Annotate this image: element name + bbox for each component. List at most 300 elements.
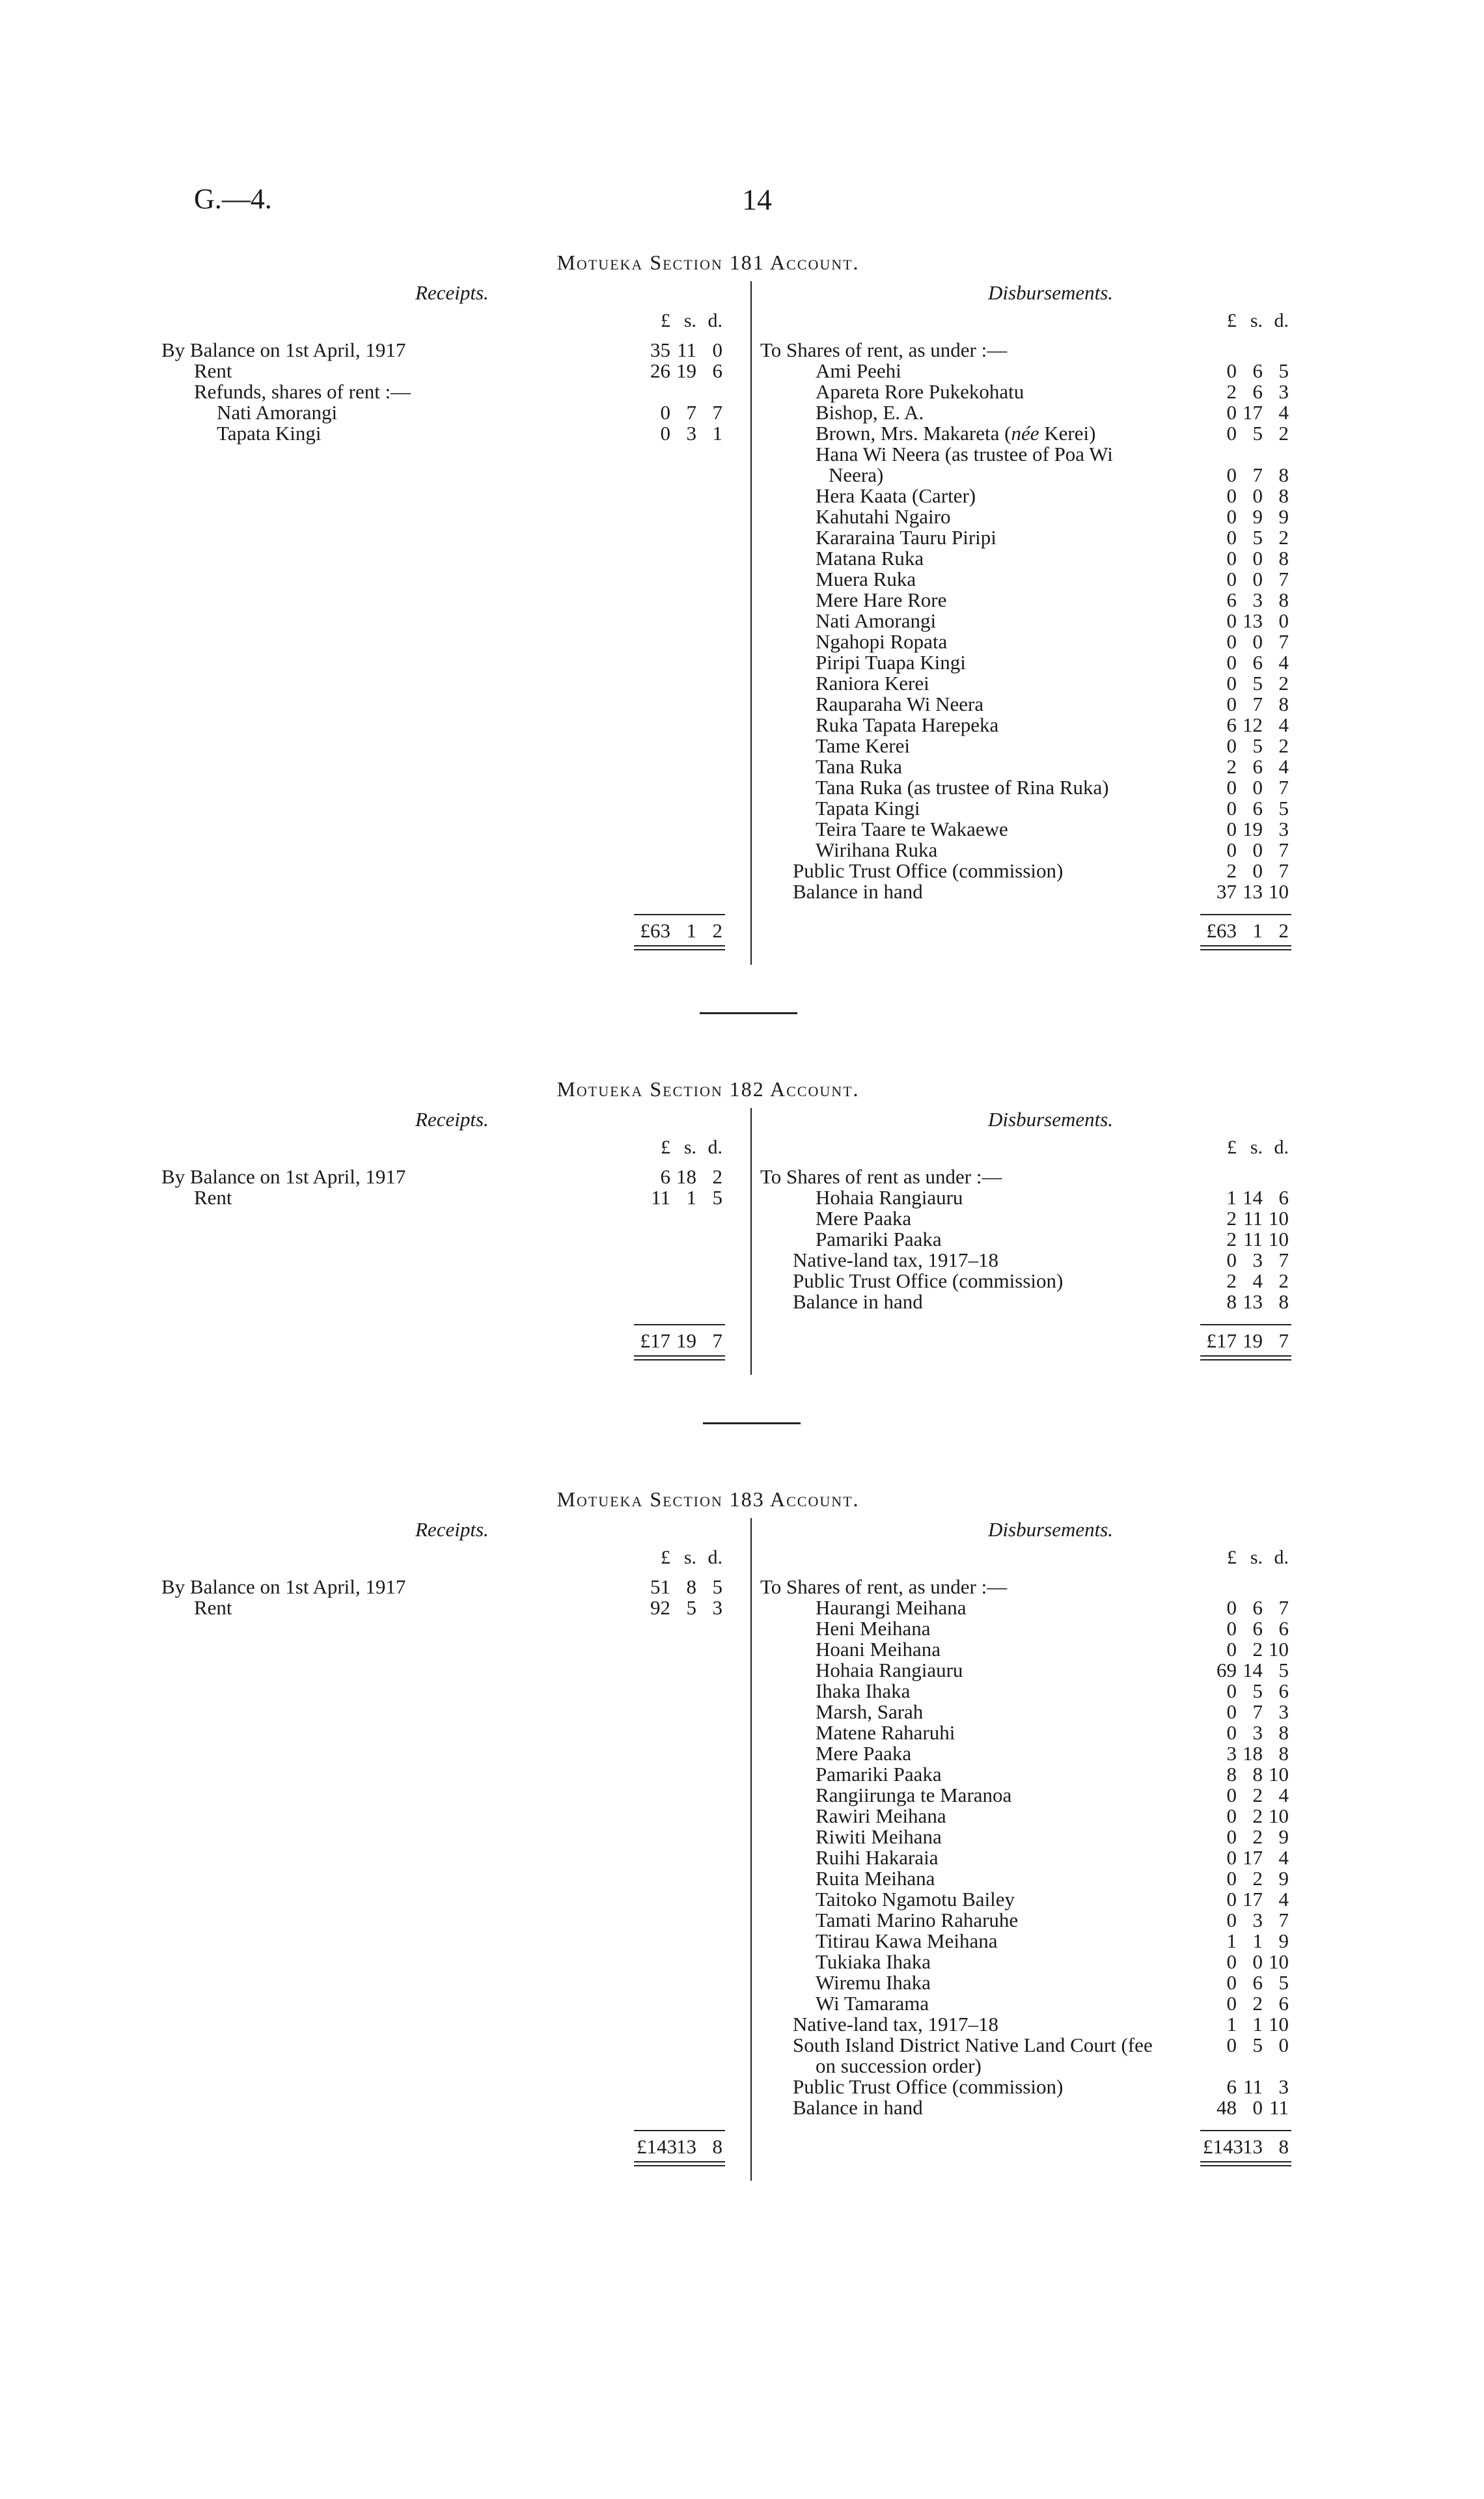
shillings: 3	[1252, 1721, 1263, 1744]
shillings: 13	[676, 2135, 696, 2158]
disbursement-label: Ami Peehi	[816, 359, 901, 382]
amount	[1203, 463, 1289, 487]
amount	[1203, 1867, 1289, 1890]
pence: 5	[712, 1575, 722, 1598]
disbursement-row	[760, 1249, 1346, 1269]
pence: 10	[1269, 1950, 1289, 1973]
pounds: 0	[1226, 359, 1237, 382]
shillings: 17	[1243, 1846, 1263, 1869]
shillings: 13	[1243, 2135, 1263, 2158]
pounds: 26	[650, 359, 670, 382]
pence: 9	[1278, 1929, 1289, 1952]
disbursement-row	[760, 755, 1346, 776]
disbursement-label: Balance in hand	[793, 880, 923, 903]
disbursement-row	[760, 1846, 1346, 1867]
total-rule	[634, 914, 725, 915]
total-double-rule	[1200, 1355, 1291, 1360]
receipts-heading: Receipts.	[415, 281, 489, 304]
shillings: 6	[1252, 380, 1263, 403]
shillings: 12	[1243, 713, 1263, 736]
shillings: 14	[1243, 1659, 1263, 1681]
pounds: 0	[1226, 1638, 1237, 1661]
pence: 10	[1269, 1207, 1289, 1230]
shillings: 8	[686, 1575, 696, 1598]
pence: 0	[1278, 2034, 1289, 2056]
receipt-label: Rent	[194, 1186, 232, 1209]
disbursement-row	[760, 484, 1346, 505]
column-divider	[750, 1518, 752, 2181]
amount	[1203, 1888, 1289, 1911]
amount	[1203, 1721, 1289, 1745]
pence: 3	[1278, 1700, 1289, 1723]
disbursement-row	[760, 880, 1346, 901]
shillings: 0	[1252, 630, 1263, 653]
total-amount	[1203, 1329, 1289, 1353]
pence: 3	[1278, 380, 1289, 403]
shillings: 7	[686, 401, 696, 424]
pence: 7	[1278, 859, 1289, 882]
shillings: 1	[1252, 919, 1263, 942]
disbursement-label: Public Trust Office (commission)	[793, 1269, 1064, 1292]
account-title: Motueka Section 183 Account.	[556, 1487, 860, 1511]
disbursement-row	[760, 1825, 1346, 1846]
pence: 0	[1278, 609, 1289, 632]
disbursement-label: Ngahopi Ropata	[816, 630, 948, 653]
disbursement-label: Haurangi Meihana	[816, 1596, 967, 1619]
shillings: 17	[1243, 1888, 1263, 1911]
unit-label: d.	[708, 1137, 722, 1158]
pounds: 35	[650, 338, 670, 361]
unit-label: d.	[708, 1547, 722, 1568]
disbursement-row	[760, 2075, 1346, 2096]
pence: 7	[712, 1329, 722, 1352]
disbursement-label: Hohaia Rangiauru	[816, 1659, 963, 1681]
receipt-row	[161, 380, 747, 401]
unit-label: s.	[1250, 1547, 1263, 1568]
pounds: 0	[1226, 422, 1237, 445]
pence: 8	[712, 2135, 722, 2158]
pounds: 51	[650, 1575, 670, 1598]
disbursement-label: Kararaina Tauru Piripi	[816, 526, 996, 549]
pounds: 1	[1226, 1186, 1237, 1209]
disbursement-row	[760, 588, 1346, 609]
amount	[1203, 1186, 1289, 1209]
pounds: 6	[660, 1165, 670, 1188]
receipt-row	[161, 1596, 747, 1617]
pence: 8	[1278, 547, 1289, 570]
disbursement-label: Balance in hand	[793, 1290, 923, 1313]
total-rule	[1200, 1324, 1291, 1325]
shillings: 3	[1252, 1909, 1263, 1931]
disbursement-row	[760, 1165, 1346, 1186]
pounds: 8	[1226, 1290, 1237, 1313]
pounds: 0	[1226, 651, 1237, 674]
disbursement-row	[760, 1784, 1346, 1804]
amount	[1203, 1700, 1289, 1724]
amount	[1203, 609, 1289, 633]
total-amount	[637, 919, 722, 943]
disbursement-row	[760, 651, 1346, 672]
amount	[637, 359, 722, 383]
pence: 8	[1278, 463, 1289, 486]
amount	[1203, 422, 1289, 445]
disbursement-label: Bishop, E. A.	[816, 401, 924, 424]
pence: 4	[1278, 401, 1289, 424]
disbursement-label: Riwiti Meihana	[816, 1825, 942, 1848]
pence: 8	[1278, 693, 1289, 715]
disbursement-row	[760, 380, 1346, 401]
disbursement-row	[760, 734, 1346, 755]
unit-label: s.	[683, 310, 696, 331]
unit-label: s.	[1250, 310, 1263, 331]
amount	[1203, 2013, 1289, 2036]
disbursement-row	[760, 422, 1346, 443]
pounds: 0	[1226, 547, 1237, 570]
shillings: 7	[1252, 1700, 1263, 1723]
disbursement-label: Tana Ruka (as trustee of Rina Ruka)	[816, 776, 1109, 799]
disbursement-row	[760, 1804, 1346, 1825]
pounds: 0	[1226, 1992, 1237, 2015]
section-separator	[703, 1422, 801, 1424]
disbursement-label: Kahutahi Ngairo	[816, 505, 951, 528]
total-amount	[1203, 919, 1289, 943]
pounds: 37	[1216, 880, 1237, 903]
pence: 2	[1278, 526, 1289, 549]
disbursement-row	[760, 693, 1346, 713]
disbursement-row	[760, 2054, 1346, 2075]
disbursement-label: Ihaka Ihaka	[816, 1679, 911, 1702]
pounds: 2	[1226, 1269, 1237, 1292]
pounds: 0	[1226, 776, 1237, 799]
disbursement-row	[760, 818, 1346, 838]
shillings: 0	[1252, 859, 1263, 882]
pence: 2	[1278, 919, 1289, 942]
disbursement-row	[760, 1929, 1346, 1950]
pence: 6	[1278, 1617, 1289, 1640]
shillings: 0	[1252, 568, 1263, 590]
pounds: 0	[1226, 1596, 1237, 1619]
disbursement-label: Tame Kerei	[816, 734, 910, 757]
amount	[1203, 776, 1289, 799]
disbursement-row	[760, 1721, 1346, 1742]
pence: 10	[1269, 1228, 1289, 1250]
shillings: 4	[1252, 1269, 1263, 1292]
shillings: 11	[1243, 1228, 1263, 1250]
disbursement-label: Hera Kaata (Carter)	[816, 484, 976, 507]
pounds: 0	[1226, 609, 1237, 632]
disbursement-label: Native-land tax, 1917–18	[793, 2013, 998, 2036]
unit-label: £	[1227, 1547, 1237, 1568]
disbursement-label: Pamariki Paaka	[816, 1228, 942, 1250]
pounds: £17	[1206, 1329, 1237, 1352]
amount	[1203, 797, 1289, 820]
shillings: 6	[1252, 651, 1263, 674]
amount	[1203, 693, 1289, 716]
account-section-182	[161, 1077, 1346, 1352]
pence: 7	[1278, 1909, 1289, 1931]
disbursement-row	[760, 359, 1346, 380]
shillings: 6	[1252, 359, 1263, 382]
amount	[1203, 1228, 1289, 1251]
shillings: 3	[1252, 1249, 1263, 1271]
shillings: 5	[1252, 1679, 1263, 1702]
pence: 5	[1278, 1971, 1289, 1994]
disbursement-label: Public Trust Office (commission)	[793, 859, 1064, 882]
shillings: 1	[1252, 1929, 1263, 1952]
total-rule	[1200, 914, 1291, 915]
total-amount	[637, 2135, 722, 2159]
disbursement-label: Ruihi Hakaraia	[816, 1846, 939, 1869]
unit-label: s.	[683, 1547, 696, 1568]
disbursements-heading: Disbursements.	[988, 1108, 1114, 1131]
receipt-row	[161, 1575, 747, 1596]
pounds: 0	[1226, 1804, 1237, 1827]
pence: 6	[1278, 1679, 1289, 1702]
amount	[637, 401, 722, 424]
shillings: 19	[1243, 818, 1263, 840]
pounds: 11	[651, 1186, 670, 1209]
disbursement-row	[760, 1228, 1346, 1249]
pounds: 0	[1226, 693, 1237, 715]
pence: 11	[1269, 2096, 1289, 2119]
shillings: 2	[1252, 1825, 1263, 1848]
amount	[1203, 2096, 1289, 2119]
amount	[1203, 859, 1289, 883]
pounds: 0	[1226, 1888, 1237, 1911]
disbursement-row	[760, 338, 1346, 359]
pounds: £63	[640, 919, 670, 942]
currency-units	[1203, 1547, 1289, 1569]
column-divider	[750, 281, 752, 965]
pence: 6	[1278, 1992, 1289, 2015]
pounds: 0	[1226, 1721, 1237, 1744]
pence: 2	[1278, 422, 1289, 445]
amount	[1203, 734, 1289, 758]
pence: 4	[1278, 713, 1289, 736]
disbursement-label: Teira Taare te Wakaewe	[816, 818, 1008, 840]
amount	[637, 1575, 722, 1599]
shillings: 5	[686, 1596, 696, 1619]
pounds: 0	[1226, 484, 1237, 507]
disbursement-row	[760, 609, 1346, 630]
disbursement-label: Wiremu Ihaka	[816, 1971, 931, 1994]
shillings: 5	[1252, 672, 1263, 695]
disbursement-label: Muera Ruka	[816, 568, 916, 590]
pence: 1	[712, 422, 722, 445]
disbursement-label: Balance in hand	[793, 2096, 923, 2119]
disbursement-row	[760, 1888, 1346, 1909]
receipt-label: Tapata Kingi	[217, 422, 322, 445]
total-amount	[637, 1329, 722, 1353]
pence: 7	[1278, 776, 1289, 799]
disbursement-label: Taitoko Ngamotu Bailey	[816, 1888, 1015, 1911]
section-separator	[700, 1012, 797, 1014]
shillings: 2	[1252, 1804, 1263, 1827]
receipt-row	[161, 338, 747, 359]
disbursement-row	[760, 463, 1346, 484]
disbursements-heading: Disbursements.	[988, 1518, 1114, 1541]
pounds: 2	[1226, 380, 1237, 403]
disbursement-row	[760, 1638, 1346, 1659]
pence: 9	[1278, 1825, 1289, 1848]
pounds: 0	[1226, 401, 1237, 424]
pence: 7	[712, 401, 722, 424]
shillings: 2	[1252, 1992, 1263, 2015]
pence: 2	[712, 919, 722, 942]
account-section-183	[161, 1487, 1346, 2158]
amount	[1203, 1804, 1289, 1828]
disbursement-label: Marsh, Sarah	[816, 1700, 924, 1723]
pounds: 0	[1226, 1679, 1237, 1702]
pounds: 0	[1226, 818, 1237, 840]
disbursement-row	[760, 1679, 1346, 1700]
amount	[1203, 1971, 1289, 1995]
unit-label: £	[661, 310, 670, 331]
pence: 2	[1278, 672, 1289, 695]
disbursements-heading: Disbursements.	[988, 281, 1114, 304]
receipts-heading: Receipts.	[415, 1108, 489, 1131]
pounds: 0	[660, 401, 670, 424]
disbursement-row	[760, 859, 1346, 880]
amount	[637, 1186, 722, 1209]
disbursement-row	[760, 1659, 1346, 1679]
receipt-label: Refunds, shares of rent :—	[194, 380, 411, 403]
shillings: 11	[677, 338, 696, 361]
disbursement-label: Mere Paaka	[816, 1742, 912, 1765]
pence: 7	[1278, 1596, 1289, 1619]
amount	[1203, 1269, 1289, 1293]
amount	[1203, 505, 1289, 529]
shillings: 0	[1252, 838, 1263, 861]
amount	[1203, 484, 1289, 508]
amount	[1203, 1290, 1289, 1314]
amount	[1203, 1929, 1289, 1953]
unit-label: £	[1227, 310, 1237, 331]
disbursement-label: Neera)	[829, 463, 884, 486]
disbursement-label: Titirau Kawa Meihana	[816, 1929, 998, 1952]
amount	[1203, 1659, 1289, 1682]
pence: 5	[1278, 797, 1289, 820]
shillings: 1	[1252, 2013, 1263, 2036]
pence: 8	[1278, 1290, 1289, 1313]
pounds: 0	[1226, 463, 1237, 486]
shillings: 17	[1243, 401, 1263, 424]
pounds: 0	[1226, 838, 1237, 861]
pence: 5	[1278, 359, 1289, 382]
amount	[637, 422, 722, 445]
pounds: 1	[1226, 2013, 1237, 2036]
disbursement-label: Tukiaka Ihaka	[816, 1950, 931, 1973]
unit-label: s.	[1250, 1137, 1263, 1158]
amount	[1203, 1207, 1289, 1230]
shillings: 1	[686, 1186, 696, 1209]
amount	[1203, 651, 1289, 674]
shillings: 9	[1252, 505, 1263, 528]
pence: 8	[1278, 484, 1289, 507]
disbursement-label: Heni Meihana	[816, 1617, 931, 1640]
pence: 5	[712, 1186, 722, 1209]
pounds: £63	[1206, 919, 1237, 942]
disbursement-row	[760, 1596, 1346, 1617]
amount	[1203, 526, 1289, 549]
amount	[1203, 588, 1289, 612]
shillings: 11	[1243, 2075, 1263, 2098]
amount	[1203, 380, 1289, 404]
pence: 2	[1278, 734, 1289, 757]
disbursement-label: Rauparaha Wi Neera	[816, 693, 984, 715]
total-double-rule	[634, 2161, 725, 2166]
disbursement-row	[760, 1186, 1346, 1207]
disbursement-row	[760, 1867, 1346, 1888]
receipt-label: By Balance on 1st April, 1917	[161, 338, 406, 361]
disbursement-label: Piripi Tuapa Kingi	[816, 651, 966, 674]
amount	[1203, 713, 1289, 737]
disbursement-label: Tana Ruka	[816, 755, 902, 778]
shillings: 1	[686, 919, 696, 942]
disbursement-row	[760, 443, 1346, 463]
pounds: 0	[1226, 1846, 1237, 1869]
shillings: 6	[1252, 797, 1263, 820]
disbursement-label: Tamati Marino Raharuhe	[816, 1909, 1019, 1931]
pence: 10	[1269, 880, 1289, 903]
pence: 7	[1278, 1249, 1289, 1271]
unit-label: d.	[1274, 1137, 1289, 1158]
account-title: Motueka Section 181 Account.	[556, 251, 860, 274]
pence: 5	[1278, 1659, 1289, 1681]
currency-units	[1203, 1137, 1289, 1159]
disbursement-row	[760, 1763, 1346, 1784]
account-section-181	[161, 251, 1346, 942]
disbursement-row	[760, 401, 1346, 422]
amount	[1203, 1950, 1289, 1974]
pounds: 2	[1226, 1207, 1237, 1230]
shillings: 0	[1252, 484, 1263, 507]
unit-label: d.	[1274, 1547, 1289, 1568]
disbursement-label: on succession order)	[816, 2054, 982, 2077]
pence: 8	[1278, 1742, 1289, 1765]
pence: 0	[712, 338, 722, 361]
shillings: 13	[1243, 1290, 1263, 1313]
disbursement-row	[760, 2096, 1346, 2117]
italic-nee: née	[1011, 422, 1039, 445]
pence: 10	[1269, 1763, 1289, 1786]
disbursement-label: To Shares of rent as under :—	[760, 1165, 1002, 1188]
pounds: 0	[1226, 1784, 1237, 1806]
pence: 6	[1278, 1186, 1289, 1209]
disbursement-label: South Island District Native Land Court (fee	[793, 2034, 1153, 2056]
pence: 4	[1278, 1784, 1289, 1806]
disbursement-label: Ruka Tapata Harepeka	[816, 713, 999, 736]
pounds: 2	[1226, 859, 1237, 882]
page-number: 14	[742, 183, 772, 216]
disbursement-label: Pamariki Paaka	[816, 1763, 942, 1786]
disbursement-label: Ruita Meihana	[816, 1867, 935, 1890]
disbursement-row	[760, 1742, 1346, 1763]
disbursement-label: Tapata Kingi	[816, 797, 920, 820]
amount	[1203, 1763, 1289, 1786]
pounds: 69	[1216, 1659, 1237, 1681]
disbursement-label: Nati Amorangi	[816, 609, 937, 632]
total-amount	[1203, 2135, 1289, 2159]
amount	[1203, 1596, 1289, 1620]
disbursement-row	[760, 672, 1346, 693]
pence: 4	[1278, 1888, 1289, 1911]
shillings: 3	[686, 422, 696, 445]
amount	[637, 338, 722, 362]
receipt-row	[161, 422, 747, 443]
disbursement-label: Hohaia Rangiauru	[816, 1186, 963, 1209]
disbursement-row	[760, 2013, 1346, 2034]
